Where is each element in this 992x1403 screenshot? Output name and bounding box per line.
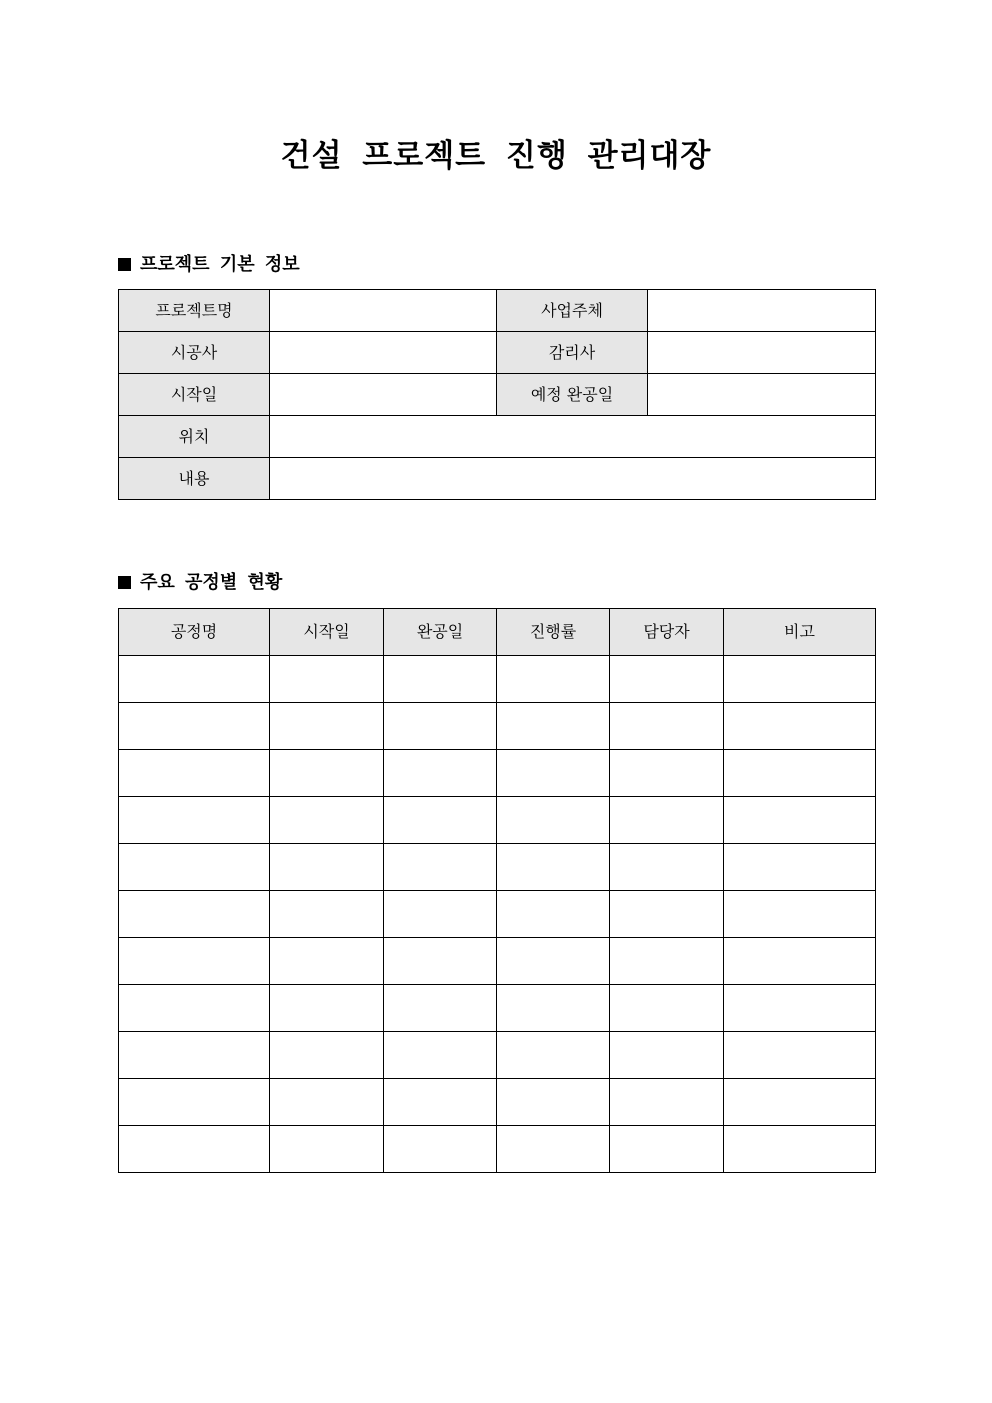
completion-date-cell[interactable]: [384, 844, 497, 891]
column-header-start-date: 시작일: [270, 609, 384, 656]
start-date-cell[interactable]: [270, 938, 384, 985]
planned-completion-label: 예정 완공일: [497, 374, 648, 416]
remarks-cell[interactable]: [724, 844, 876, 891]
table-row: [119, 750, 876, 797]
supervisor-field[interactable]: [648, 332, 876, 374]
planned-completion-field[interactable]: [648, 374, 876, 416]
completion-date-cell[interactable]: [384, 891, 497, 938]
progress-cell[interactable]: [497, 938, 610, 985]
process-name-cell[interactable]: [119, 1032, 270, 1079]
process-name-cell[interactable]: [119, 656, 270, 703]
project-name-field[interactable]: [270, 290, 497, 332]
remarks-cell[interactable]: [724, 938, 876, 985]
start-date-cell[interactable]: [270, 1126, 384, 1173]
process-name-cell[interactable]: [119, 797, 270, 844]
progress-cell[interactable]: [497, 656, 610, 703]
table-row: [119, 656, 876, 703]
table-row: [119, 374, 876, 416]
column-header-manager: 담당자: [610, 609, 724, 656]
progress-cell[interactable]: [497, 985, 610, 1032]
remarks-cell[interactable]: [724, 750, 876, 797]
section-heading-process-status-text: 주요 공정별 현황: [140, 572, 283, 593]
square-bullet-icon: [118, 258, 131, 271]
description-field[interactable]: [270, 458, 876, 500]
process-name-cell[interactable]: [119, 1126, 270, 1173]
start-date-cell[interactable]: [270, 750, 384, 797]
supervisor-label: 감리사: [497, 332, 648, 374]
project-name-label: 프로젝트명: [119, 290, 270, 332]
completion-date-cell[interactable]: [384, 750, 497, 797]
start-date-cell[interactable]: [270, 1079, 384, 1126]
start-date-cell[interactable]: [270, 844, 384, 891]
remarks-cell[interactable]: [724, 1079, 876, 1126]
progress-cell[interactable]: [497, 703, 610, 750]
progress-cell[interactable]: [497, 797, 610, 844]
start-date-cell[interactable]: [270, 703, 384, 750]
manager-cell[interactable]: [610, 1079, 724, 1126]
manager-cell[interactable]: [610, 844, 724, 891]
process-name-cell[interactable]: [119, 703, 270, 750]
start-date-field[interactable]: [270, 374, 497, 416]
completion-date-cell[interactable]: [384, 703, 497, 750]
start-date-cell[interactable]: [270, 891, 384, 938]
remarks-cell[interactable]: [724, 797, 876, 844]
manager-cell[interactable]: [610, 750, 724, 797]
square-bullet-icon: [118, 576, 131, 589]
table-header-row: [119, 609, 876, 656]
column-header-progress: 진행률: [497, 609, 610, 656]
location-field[interactable]: [270, 416, 876, 458]
start-date-label: 시작일: [119, 374, 270, 416]
manager-cell[interactable]: [610, 1032, 724, 1079]
contractor-label: 시공사: [119, 332, 270, 374]
start-date-cell[interactable]: [270, 797, 384, 844]
process-name-cell[interactable]: [119, 985, 270, 1032]
progress-cell[interactable]: [497, 750, 610, 797]
manager-cell[interactable]: [610, 891, 724, 938]
table-row: [119, 416, 876, 458]
progress-cell[interactable]: [497, 844, 610, 891]
manager-cell[interactable]: [610, 1126, 724, 1173]
section-heading-process-status: [118, 570, 282, 596]
process-name-cell[interactable]: [119, 1079, 270, 1126]
progress-cell[interactable]: [497, 1126, 610, 1173]
progress-cell[interactable]: [497, 1032, 610, 1079]
description-label: 내용: [119, 458, 270, 500]
completion-date-cell[interactable]: [384, 985, 497, 1032]
table-row: [119, 985, 876, 1032]
table-row: [119, 1079, 876, 1126]
process-status-table: [118, 608, 876, 1173]
column-header-completion-date: 완공일: [384, 609, 497, 656]
process-name-cell[interactable]: [119, 938, 270, 985]
remarks-cell[interactable]: [724, 1032, 876, 1079]
progress-cell[interactable]: [497, 1079, 610, 1126]
remarks-cell[interactable]: [724, 891, 876, 938]
progress-cell[interactable]: [497, 891, 610, 938]
document-title: 건설 프로젝트 진행 관리대장: [280, 138, 712, 174]
table-row: [119, 1032, 876, 1079]
location-label: 위치: [119, 416, 270, 458]
remarks-cell[interactable]: [724, 1126, 876, 1173]
start-date-cell[interactable]: [270, 1032, 384, 1079]
start-date-cell[interactable]: [270, 985, 384, 1032]
remarks-cell[interactable]: [724, 703, 876, 750]
table-row: [119, 290, 876, 332]
completion-date-cell[interactable]: [384, 1126, 497, 1173]
table-row: [119, 458, 876, 500]
basic-info-table: [118, 289, 876, 500]
section-heading-basic-info-text: 프로젝트 기본 정보: [140, 254, 300, 275]
process-name-cell[interactable]: [119, 844, 270, 891]
completion-date-cell[interactable]: [384, 938, 497, 985]
column-header-remarks: 비고: [724, 609, 876, 656]
completion-date-cell[interactable]: [384, 797, 497, 844]
manager-cell[interactable]: [610, 797, 724, 844]
remarks-cell[interactable]: [724, 656, 876, 703]
column-header-process-name: 공정명: [119, 609, 270, 656]
process-name-cell[interactable]: [119, 891, 270, 938]
completion-date-cell[interactable]: [384, 1032, 497, 1079]
completion-date-cell[interactable]: [384, 1079, 497, 1126]
section-heading-basic-info: [118, 252, 300, 278]
remarks-cell[interactable]: [724, 985, 876, 1032]
manager-cell[interactable]: [610, 656, 724, 703]
start-date-cell[interactable]: [270, 656, 384, 703]
table-row: [119, 1126, 876, 1173]
table-row: [119, 797, 876, 844]
owner-field[interactable]: [648, 290, 876, 332]
manager-cell[interactable]: [610, 938, 724, 985]
owner-label: 사업주체: [497, 290, 648, 332]
contractor-field[interactable]: [270, 332, 497, 374]
table-row: [119, 891, 876, 938]
completion-date-cell[interactable]: [384, 656, 497, 703]
table-row: [119, 844, 876, 891]
table-row: [119, 332, 876, 374]
manager-cell[interactable]: [610, 703, 724, 750]
process-name-cell[interactable]: [119, 750, 270, 797]
manager-cell[interactable]: [610, 985, 724, 1032]
table-row: [119, 703, 876, 750]
table-row: [119, 938, 876, 985]
